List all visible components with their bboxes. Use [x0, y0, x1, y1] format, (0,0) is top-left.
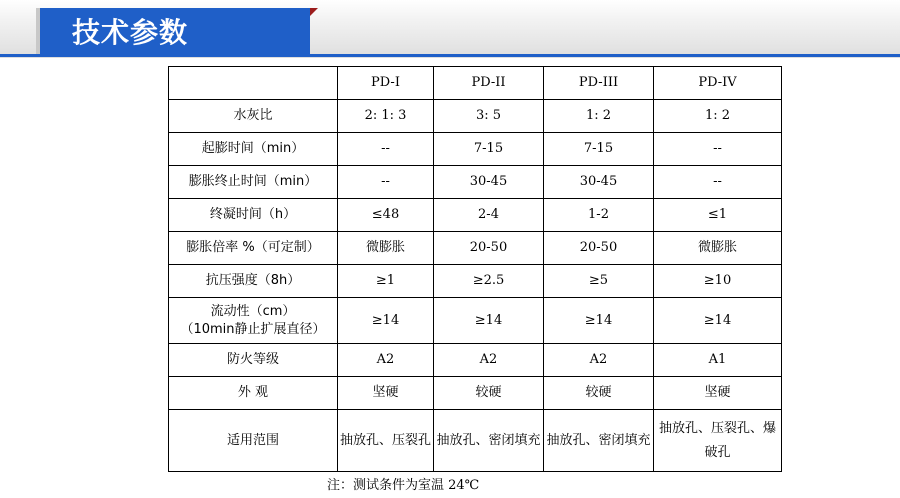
table-cell: A2: [544, 344, 654, 377]
page-title: 技术参数: [72, 16, 189, 49]
table-cell: 微膨胀: [654, 232, 782, 265]
row-label-line2: （10min静止扩展直径）: [180, 321, 326, 337]
table-cell: 3: 5: [434, 100, 544, 133]
table-cell: 较硬: [434, 377, 544, 410]
table-cell: 30-45: [434, 166, 544, 199]
header-cell-pd-i: PD-I: [338, 67, 434, 100]
table-cell: 较硬: [544, 377, 654, 410]
row-label-line1: 流动性（cm）: [210, 303, 296, 319]
table-row: [169, 265, 782, 298]
row-label: 起膨时间（min）: [169, 133, 338, 166]
table-cell: 微膨胀: [338, 232, 434, 265]
table-row: [169, 133, 782, 166]
spec-table: [168, 66, 782, 472]
header-cell-pd-iv: PD-IV: [654, 67, 782, 100]
table-row: [169, 232, 782, 265]
table-cell: ≥14: [654, 298, 782, 344]
table-cell: ≥5: [544, 265, 654, 298]
table-cell: ≥14: [434, 298, 544, 344]
table-cell: --: [338, 166, 434, 199]
table-cell: 1-2: [544, 199, 654, 232]
row-label: 水灰比: [169, 100, 338, 133]
table-cell: A2: [434, 344, 544, 377]
table-cell: 2-4: [434, 199, 544, 232]
row-label: 膨胀倍率 %（可定制）: [169, 232, 338, 265]
row-label: 适用范围: [169, 410, 338, 472]
table-row: [169, 199, 782, 232]
table-cell: --: [338, 133, 434, 166]
row-label: 终凝时间（h）: [169, 199, 338, 232]
header-cell-empty: [169, 67, 338, 100]
table-cell: 7-15: [544, 133, 654, 166]
table-cell: --: [654, 166, 782, 199]
header-cell-pd-iii: PD-III: [544, 67, 654, 100]
table-cell: ≥1: [338, 265, 434, 298]
table-cell: ≤1: [654, 199, 782, 232]
table-cell: 7-15: [434, 133, 544, 166]
row-label: [169, 298, 338, 344]
table-header-row: [169, 67, 782, 100]
table-cell: 坚硬: [654, 377, 782, 410]
table-row: [169, 166, 782, 199]
table-cell: 1: 2: [544, 100, 654, 133]
table-cell: ≥10: [654, 265, 782, 298]
row-label: 外 观: [169, 377, 338, 410]
table-cell: ≥14: [544, 298, 654, 344]
row-label: 膨胀终止时间（min）: [169, 166, 338, 199]
table-row: [169, 298, 782, 344]
table-row: [169, 377, 782, 410]
header-underline: [0, 54, 900, 57]
table-row: [169, 410, 782, 472]
table-cell: ≥14: [338, 298, 434, 344]
table-cell: 抽放孔、密闭填充: [544, 410, 654, 472]
table-row: [169, 344, 782, 377]
table-cell: 抽放孔、压裂孔: [338, 410, 434, 472]
row-label: 抗压强度（8h）: [169, 265, 338, 298]
table-cell: ≥2.5: [434, 265, 544, 298]
table-cell: 20-50: [434, 232, 544, 265]
table-cell: A2: [338, 344, 434, 377]
table-cell: 20-50: [544, 232, 654, 265]
table-cell: --: [654, 133, 782, 166]
table-cell: 抽放孔、压裂孔、爆破孔: [654, 410, 782, 472]
table-row: [169, 100, 782, 133]
table-cell: 2: 1: 3: [338, 100, 434, 133]
corner-decoration: [310, 8, 318, 16]
table-cell: 30-45: [544, 166, 654, 199]
table-cell: A1: [654, 344, 782, 377]
row-label: 防火等级: [169, 344, 338, 377]
table-cell: 坚硬: [338, 377, 434, 410]
footnote: 注：测试条件为室温 24℃: [327, 478, 480, 493]
header-cell-pd-ii: PD-II: [434, 67, 544, 100]
table-cell: 1: 2: [654, 100, 782, 133]
table-cell: 抽放孔、密闭填充: [434, 410, 544, 472]
table-cell: ≤48: [338, 199, 434, 232]
